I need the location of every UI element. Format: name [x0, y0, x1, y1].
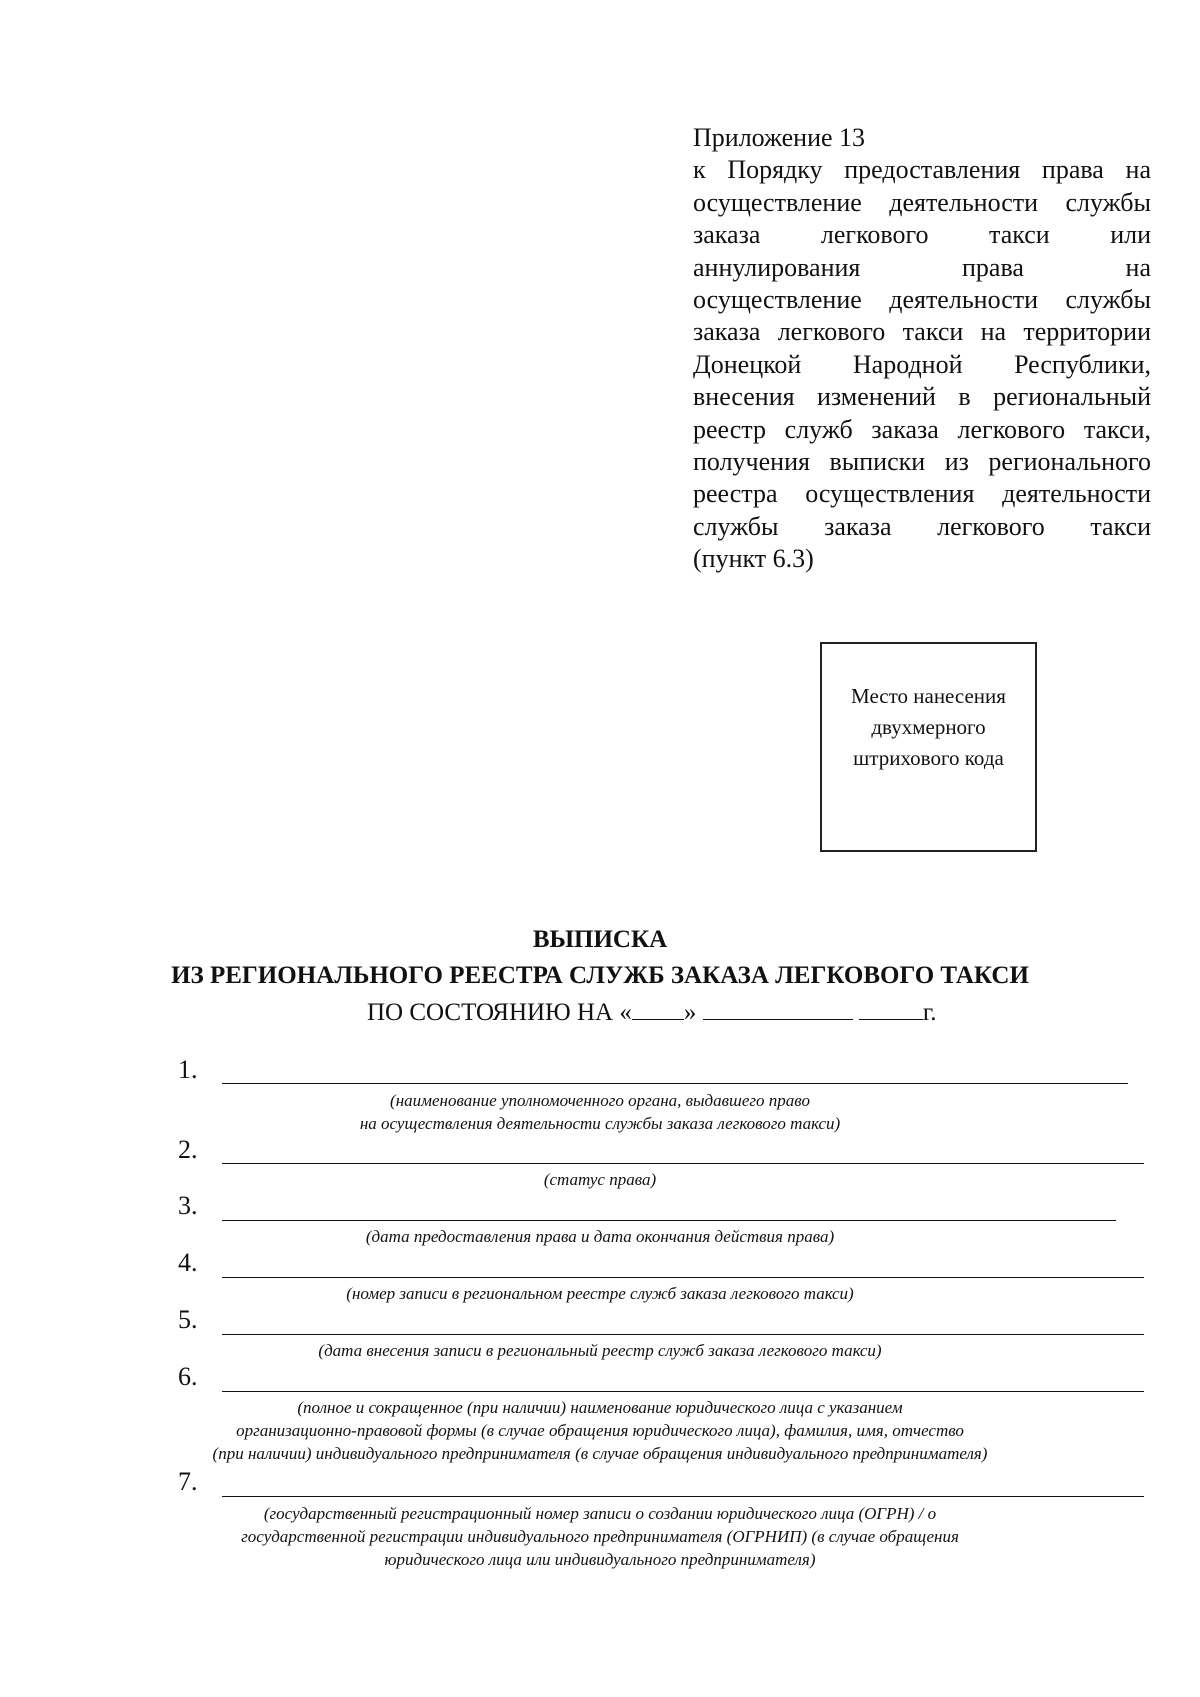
month-blank[interactable]	[703, 997, 853, 1020]
field-3-caption	[0, 1225, 1200, 1248]
barcode-text-line: двухмерного	[871, 714, 986, 739]
appendix-line: реестра осуществления деятельности	[693, 479, 1151, 509]
appendix-line: осуществление деятельности службы	[693, 187, 1151, 217]
field-2-line[interactable]	[222, 1163, 1144, 1164]
appendix-line: осуществление деятельности службы	[693, 285, 1151, 315]
appendix-header	[693, 122, 1151, 576]
field-1-caption	[0, 1089, 1200, 1135]
barcode-text-line: штрихового кода	[853, 745, 1004, 770]
appendix-line: заказа легкового такси на территории	[693, 317, 1151, 347]
appendix-line: (пункт 6.3)	[693, 544, 814, 574]
caption-line: государственной регистрации индивидуального предпринимателя (ОГРНИП) (в случае обращения	[241, 1527, 959, 1546]
field-7-line[interactable]	[222, 1496, 1144, 1497]
appendix-line: реестр служб заказа легкового такси,	[693, 414, 1151, 444]
field-number: 5.	[178, 1305, 198, 1334]
day-blank[interactable]	[632, 997, 684, 1020]
caption-line: (статус права)	[543, 1170, 657, 1189]
field-number: 4.	[178, 1248, 198, 1277]
caption-line: организационно-правовой формы (в случае обращения юридического лица), фамилия, имя, отчество	[236, 1421, 964, 1440]
appendix-line: службы заказа легкового такси	[693, 511, 1151, 541]
caption-line: (дата предоставления права и дата окончания действия права)	[365, 1227, 835, 1246]
field-5-caption	[0, 1339, 1200, 1362]
field-1-line[interactable]	[222, 1083, 1128, 1084]
barcode-placeholder-text	[851, 681, 1006, 774]
field-4-caption	[0, 1282, 1200, 1305]
document-title: ВЫПИСКА	[532, 926, 668, 953]
field-4-line[interactable]	[222, 1277, 1144, 1278]
year-blank[interactable]	[859, 997, 923, 1020]
field-3-line[interactable]	[222, 1220, 1116, 1221]
document-subtitle: ИЗ РЕГИОНАЛЬНОГО РЕЕСТРА СЛУЖБ ЗАКАЗА ЛЕГКОВОГО ТАКСИ	[171, 962, 1029, 989]
caption-line: (полное и сокращенное (при наличии) наименование юридического лица с указанием	[297, 1398, 903, 1417]
caption-line: на осуществления деятельности службы заказа легкового такси)	[359, 1114, 841, 1133]
appendix-line: аннулирования права на	[693, 252, 1151, 282]
barcode-placeholder-box	[820, 642, 1037, 852]
caption-line: (номер записи в региональном реестре служб заказа легкового такси)	[346, 1284, 854, 1303]
caption-line: (при наличии) индивидуального предпринимателя (в случае обращения индивидуального предпринимателя)	[212, 1444, 988, 1463]
appendix-line: внесения изменений в региональный	[693, 382, 1151, 412]
appendix-line: Приложение 13	[693, 123, 866, 152]
caption-line: (наименование уполномоченного органа, выдавшего право	[390, 1091, 810, 1110]
field-number: 1.	[178, 1055, 198, 1084]
barcode-text-line: Место нанесения	[851, 683, 1006, 708]
field-2-caption	[0, 1168, 1200, 1191]
appendix-line: получения выписки из регионального	[693, 447, 1151, 477]
field-number: 3.	[178, 1191, 198, 1220]
as-of-date-line	[367, 997, 937, 1028]
appendix-line: заказа легкового такси или	[693, 220, 1151, 250]
field-5-line[interactable]	[222, 1334, 1144, 1335]
field-number: 7.	[178, 1467, 198, 1496]
appendix-line: к Порядку предоставления права на	[693, 155, 1151, 185]
as-of-date-suffix: г.	[922, 999, 937, 1026]
appendix-line: Донецкой Народной Республики,	[693, 349, 1151, 379]
caption-line: (государственный регистрационный номер записи о создании юридического лица (ОГРН) / о	[263, 1504, 937, 1523]
field-number: 6.	[178, 1362, 198, 1391]
field-7-caption	[0, 1502, 1200, 1571]
field-number: 2.	[178, 1135, 198, 1164]
as-of-date-mid: »	[683, 999, 697, 1026]
caption-line: (дата внесения записи в региональный реестр служб заказа легкового такси)	[318, 1341, 882, 1360]
caption-line: юридического лица или индивидуального предпринимателя)	[384, 1550, 816, 1569]
field-6-caption	[0, 1396, 1200, 1465]
field-6-line[interactable]	[222, 1391, 1144, 1392]
as-of-date-prefix: ПО СОСТОЯНИЮ НА «	[367, 999, 632, 1026]
